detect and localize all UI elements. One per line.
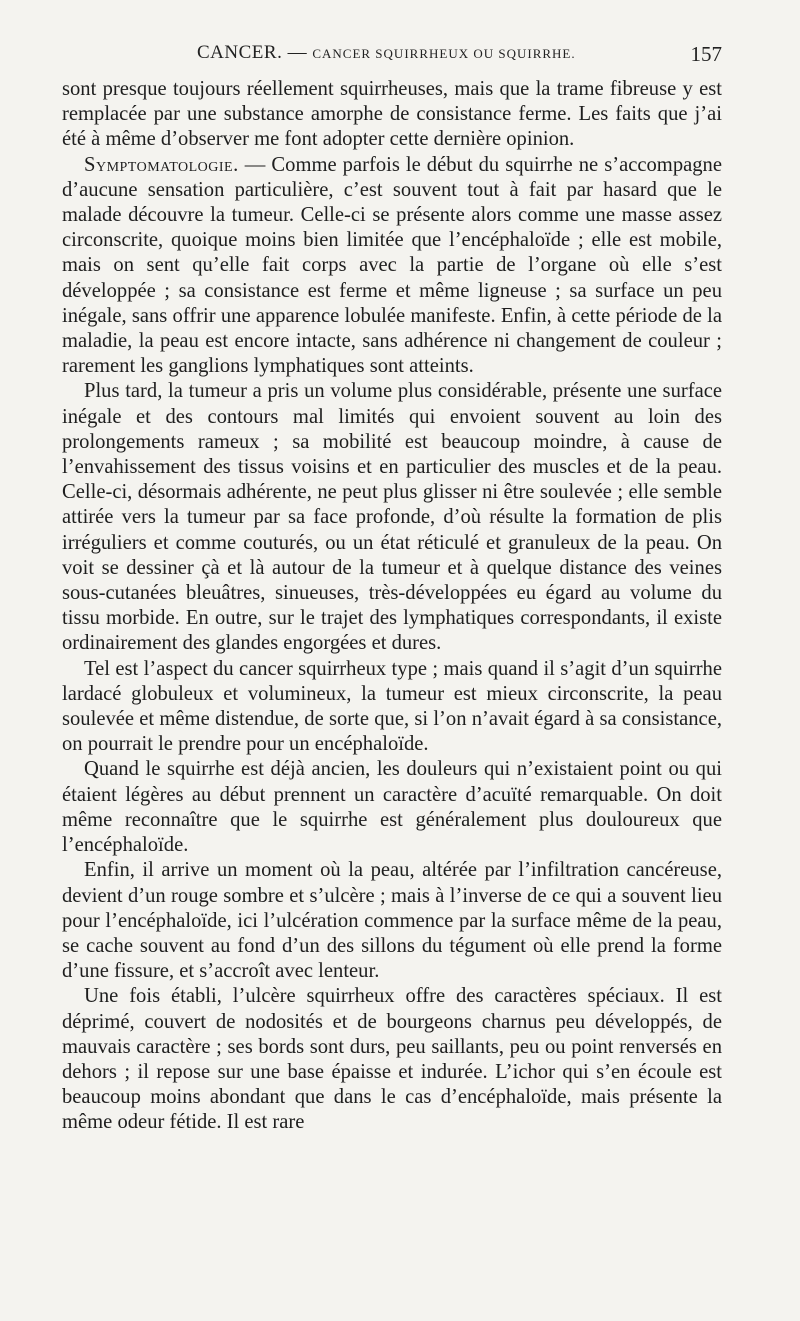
- paragraph-continuation: [62, 77, 722, 153]
- paragraph: [62, 657, 722, 758]
- body-text: [62, 77, 722, 1136]
- paragraph: [62, 757, 722, 858]
- running-header: [62, 40, 722, 70]
- paragraph-symptomatologie: [62, 153, 722, 380]
- running-head-subtitle: CANCER SQUIRRHEUX OU SQUIRRHE.: [312, 46, 576, 61]
- paragraph-text: — Comme parfois le début du squirrhe ne s’accompagne d’aucune sensation particulière, c’est souvent tout à fait par hasard que le malade découvre la tumeur. Celle-ci se présente alors comme une masse assez circonscrite, quoique moins bien limitée que l’encéphaloïde ; elle est mobile, mais on sent qu’elle fait corps avec la partie de l’organe où elle s’est développée ; sa consistance est ferme et même ligneuse ; sa surface un peu inégale, sans offrir une apparence lobulée manifeste. Enfin, à cette période de la maladie, la peau est encore intacte, sans adhérence ni changement de couleur ; rarement les ganglions lymphatiques sont atteints.: [62, 153, 722, 378]
- running-head-main: CANCER.: [197, 42, 283, 63]
- paragraph: [62, 984, 722, 1135]
- paragraph: [62, 379, 722, 656]
- paragraph: [62, 858, 722, 984]
- running-head-title: [197, 42, 576, 64]
- running-head-dash: —: [282, 42, 313, 63]
- paragraph-text: Une fois établi, l’ulcère squirrheux offre des caractères spéciaux. Il est déprimé, couvert de nodosités et de bourgeons charnus peu développés, de mauvais caractère ; ses bords sont durs, peu saillants, peu ou point renversés en dehors ; il repose sur une base épaisse et indurée. L’ichor qui s’en écoule est beaucoup moins abondant que dans le cas d’encéphaloïde, mais présente la même odeur fétide. Il est rare: [62, 985, 722, 1134]
- paragraph-text: sont presque toujours réellement squirrheuses, mais que la trame fibreuse y est remplacée par une substance amorphe de consistance ferme. Les faits que j’ai été à même d’observer me font adopter cette dernière opinion.: [62, 78, 722, 151]
- paragraph-text: Quand le squirrhe est déjà ancien, les douleurs qui n’existaient point ou qui étaient légères au début prennent un caractère d’acuïté remarquable. On doit même reconnaître que le squirrhe est généralement plus douloureux que l’encéphaloïde.: [62, 758, 722, 857]
- paragraph-text: Tel est l’aspect du cancer squirrheux type ; mais quand il s’agit d’un squirrhe lardacé globuleux et volumineux, la tumeur est mieux circonscrite, la peau soulevée et même distendue, de sorte que, si l’on n’avait égard à sa consistance, on pourrait le prendre pour un encéphaloïde.: [62, 657, 722, 756]
- section-heading: Symptomatologie.: [84, 153, 239, 176]
- paragraph-text: Plus tard, la tumeur a pris un volume plus considérable, présente une surface inégale et des contours mal limités qui envoient souvent au loin des prolongements rameux ; sa mobilité est beaucoup moindre, à cause de l’envahissement des tissus voisins et en particulier des muscles et de la peau. Celle-ci, désormais adhérente, ne peut plus glisser ni être soulevée ; elle semble attirée vers la tumeur par sa face profonde, d’où résulte la formation de plis irréguliers et comme couturés, ou un état réticulé et granuleux de la peau. On voit se dessiner çà et là autour de la tumeur et à quelque distance des veines sous-cutanées bleuâtres, sinueuses, très-développées eu égard au volume du tissu morbide. En outre, sur le trajet des lymphatiques correspondants, il existe ordinairement des glandes engorgées et dures.: [62, 380, 722, 655]
- page-number: 157: [690, 42, 722, 66]
- paragraph-text: Enfin, il arrive un moment où la peau, altérée par l’infiltration cancéreuse, devient d’un rouge sombre et s’ulcère ; mais à l’inverse de ce qui a souvent lieu pour l’encéphaloïde, ici l’ulcération commence par la surface même de la peau, se cache souvent au fond d’un des sillons du tégument où elle prend la forme d’une fissure, et s’accroît avec lenteur.: [62, 859, 722, 983]
